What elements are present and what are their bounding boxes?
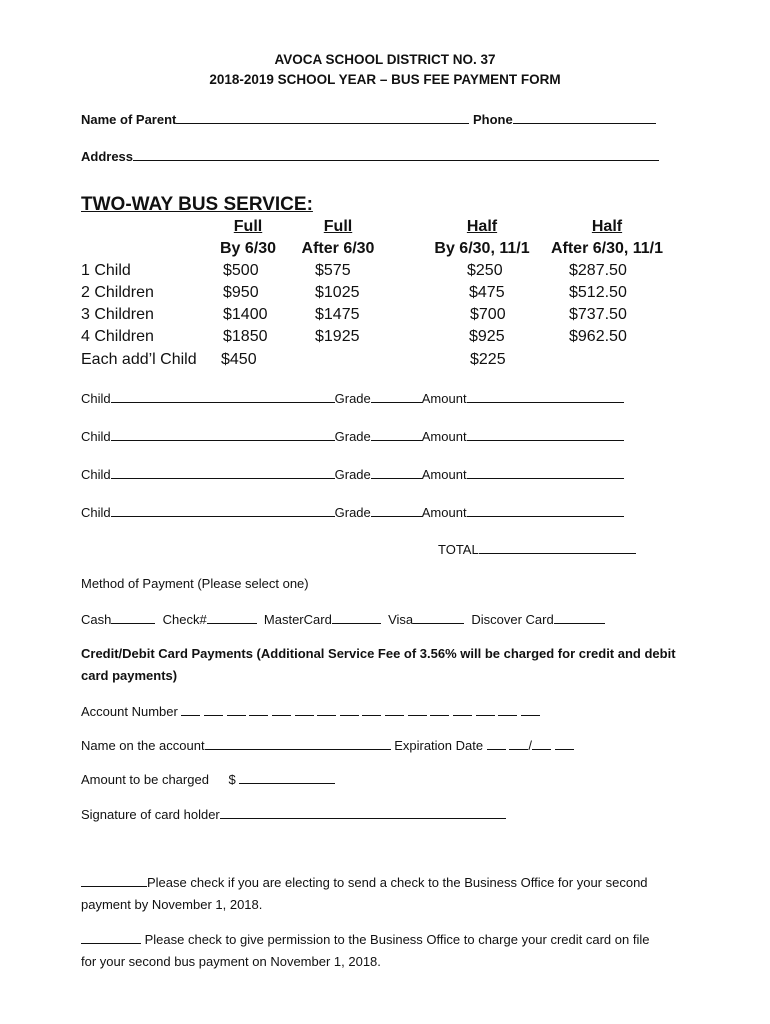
credit-card-permission-option — [81, 929, 701, 973]
amount-charged-row — [81, 771, 335, 787]
fee-half-by: $925 — [469, 328, 505, 345]
dollar-sign: $ — [228, 772, 236, 787]
amount-field[interactable] — [467, 390, 624, 403]
total-row — [438, 541, 636, 557]
address-label: Address — [81, 149, 134, 164]
bus-service-heading: TWO-WAY BUS SERVICE: — [81, 194, 313, 215]
column-header-bottom: By 6/30 — [219, 240, 277, 257]
child-label: Child — [81, 505, 111, 520]
child-name-field[interactable] — [111, 428, 335, 441]
check-option-text: Please check if you are electing to send a check to the Business Office for your second — [147, 875, 648, 890]
discover-field[interactable] — [554, 611, 605, 624]
column-header-half-after — [543, 218, 671, 258]
amount-label: Amount — [421, 429, 467, 444]
fee-half-by: $225 — [470, 351, 506, 368]
total-label: TOTAL — [438, 542, 479, 557]
fee-row-label: 2 Children — [81, 284, 154, 301]
grade-field[interactable] — [371, 504, 422, 517]
fee-full-after: $575 — [315, 262, 351, 279]
column-header-half-by — [428, 218, 536, 258]
signature-field[interactable] — [220, 806, 506, 819]
fee-full-by: $950 — [223, 284, 259, 301]
fee-row-label: 3 Children — [81, 306, 154, 323]
child-label: Child — [81, 391, 111, 406]
payment-method-row — [81, 611, 605, 627]
grade-field[interactable] — [371, 390, 422, 403]
fee-half-after: $962.50 — [569, 328, 627, 345]
grade-label: Grade — [334, 505, 371, 520]
address-row — [81, 148, 659, 164]
check-option-field[interactable] — [81, 874, 147, 887]
check-label: Check# — [162, 612, 207, 627]
child-label: Child — [81, 467, 111, 482]
total-field[interactable] — [479, 541, 636, 554]
amount-charged-label: Amount to be charged — [81, 772, 209, 787]
amount-label: Amount — [421, 391, 467, 406]
fee-full-after: $1475 — [315, 306, 360, 323]
fee-half-by: $700 — [470, 306, 506, 323]
child-label: Child — [81, 429, 111, 444]
grade-field[interactable] — [371, 428, 422, 441]
fee-row-label: 1 Child — [81, 262, 131, 279]
phone-label: Phone — [473, 112, 513, 127]
column-header-bottom: After 6/30 — [301, 240, 375, 257]
cash-label: Cash — [81, 612, 112, 627]
fee-full-by: $1850 — [223, 328, 268, 345]
account-number-row — [81, 703, 540, 719]
fee-full-by: $500 — [223, 262, 259, 279]
fee-full-after: $1925 — [315, 328, 360, 345]
grade-field[interactable] — [371, 466, 422, 479]
column-header-top: Half — [591, 218, 623, 235]
visa-label: Visa — [388, 612, 414, 627]
expiration-label: Expiration Date — [394, 738, 484, 753]
expiration-field[interactable]: / — [487, 738, 574, 753]
parent-name-row — [81, 111, 656, 127]
form-title: 2018-2019 SCHOOL YEAR – BUS FEE PAYMENT FORM — [209, 72, 561, 87]
amount-label: Amount — [421, 467, 467, 482]
account-number-label: Account Number — [81, 704, 178, 719]
permission-option-text: Please check to give permission to the Business Office to charge your credit card on file — [141, 932, 650, 947]
column-header-full-by — [212, 218, 284, 258]
grade-label: Grade — [334, 467, 371, 482]
address-field[interactable] — [133, 148, 659, 161]
fee-half-after: $512.50 — [569, 284, 627, 301]
phone-field[interactable] — [513, 111, 656, 124]
fee-half-after: $737.50 — [569, 306, 627, 323]
check-option-text-cont: payment by November 1, 2018. — [81, 897, 263, 912]
check-number-field[interactable] — [207, 611, 257, 624]
discover-label: Discover Card — [471, 612, 554, 627]
child-name-field[interactable] — [111, 390, 335, 403]
child-name-field[interactable] — [111, 466, 335, 479]
fee-full-after: $1025 — [315, 284, 360, 301]
column-header-top: Full — [233, 218, 263, 235]
visa-field[interactable] — [413, 611, 464, 624]
column-header-top: Half — [466, 218, 498, 235]
amount-label: Amount — [421, 505, 467, 520]
cash-field[interactable] — [111, 611, 155, 624]
account-name-label: Name on the account — [81, 738, 205, 753]
fee-full-by: $1400 — [223, 306, 268, 323]
card-payments-heading: Credit/Debit Card Payments (Additional Service Fee of 3.56% will be charged for credit and debit — [81, 646, 676, 661]
fee-half-by: $475 — [469, 284, 505, 301]
fee-half-by: $250 — [467, 262, 503, 279]
mastercard-field[interactable] — [332, 611, 381, 624]
column-header-bottom: After 6/30, 11/1 — [550, 240, 664, 257]
account-name-row — [81, 737, 574, 753]
child-entry-row — [81, 466, 624, 482]
child-name-field[interactable] — [111, 504, 335, 517]
account-name-field[interactable] — [205, 737, 391, 750]
amount-field[interactable] — [467, 504, 624, 517]
child-entry-row — [81, 504, 624, 520]
grade-label: Grade — [334, 429, 371, 444]
column-header-top: Full — [323, 218, 353, 235]
child-entry-row — [81, 390, 624, 406]
child-entry-row — [81, 428, 624, 444]
column-header-full-after — [295, 218, 381, 258]
amount-field[interactable] — [467, 428, 624, 441]
parent-name-label: Name of Parent — [81, 112, 177, 127]
permission-option-text-cont: for your second bus payment on November 1, 2018. — [81, 954, 381, 969]
amount-field[interactable] — [467, 466, 624, 479]
amount-charged-field[interactable] — [239, 771, 335, 784]
fee-half-after: $287.50 — [569, 262, 627, 279]
form-title-district: AVOCA SCHOOL DISTRICT NO. 37 — [274, 52, 496, 67]
account-number-field[interactable] — [181, 704, 539, 719]
column-header-bottom: By 6/30, 11/1 — [434, 240, 530, 257]
fee-row-label: Each add’l Child — [81, 351, 197, 368]
parent-name-field[interactable] — [176, 111, 469, 124]
signature-row — [81, 806, 506, 822]
payment-method-label: Method of Payment (Please select one) — [81, 576, 309, 591]
signature-label: Signature of card holder — [81, 807, 220, 822]
mastercard-label: MasterCard — [263, 612, 332, 627]
grade-label: Grade — [334, 391, 371, 406]
fee-row-label: 4 Children — [81, 328, 154, 345]
fee-full-by: $450 — [221, 351, 257, 368]
permission-option-field[interactable] — [81, 931, 141, 944]
second-payment-check-option — [81, 872, 701, 916]
card-payments-heading-cont: card payments) — [81, 668, 178, 683]
